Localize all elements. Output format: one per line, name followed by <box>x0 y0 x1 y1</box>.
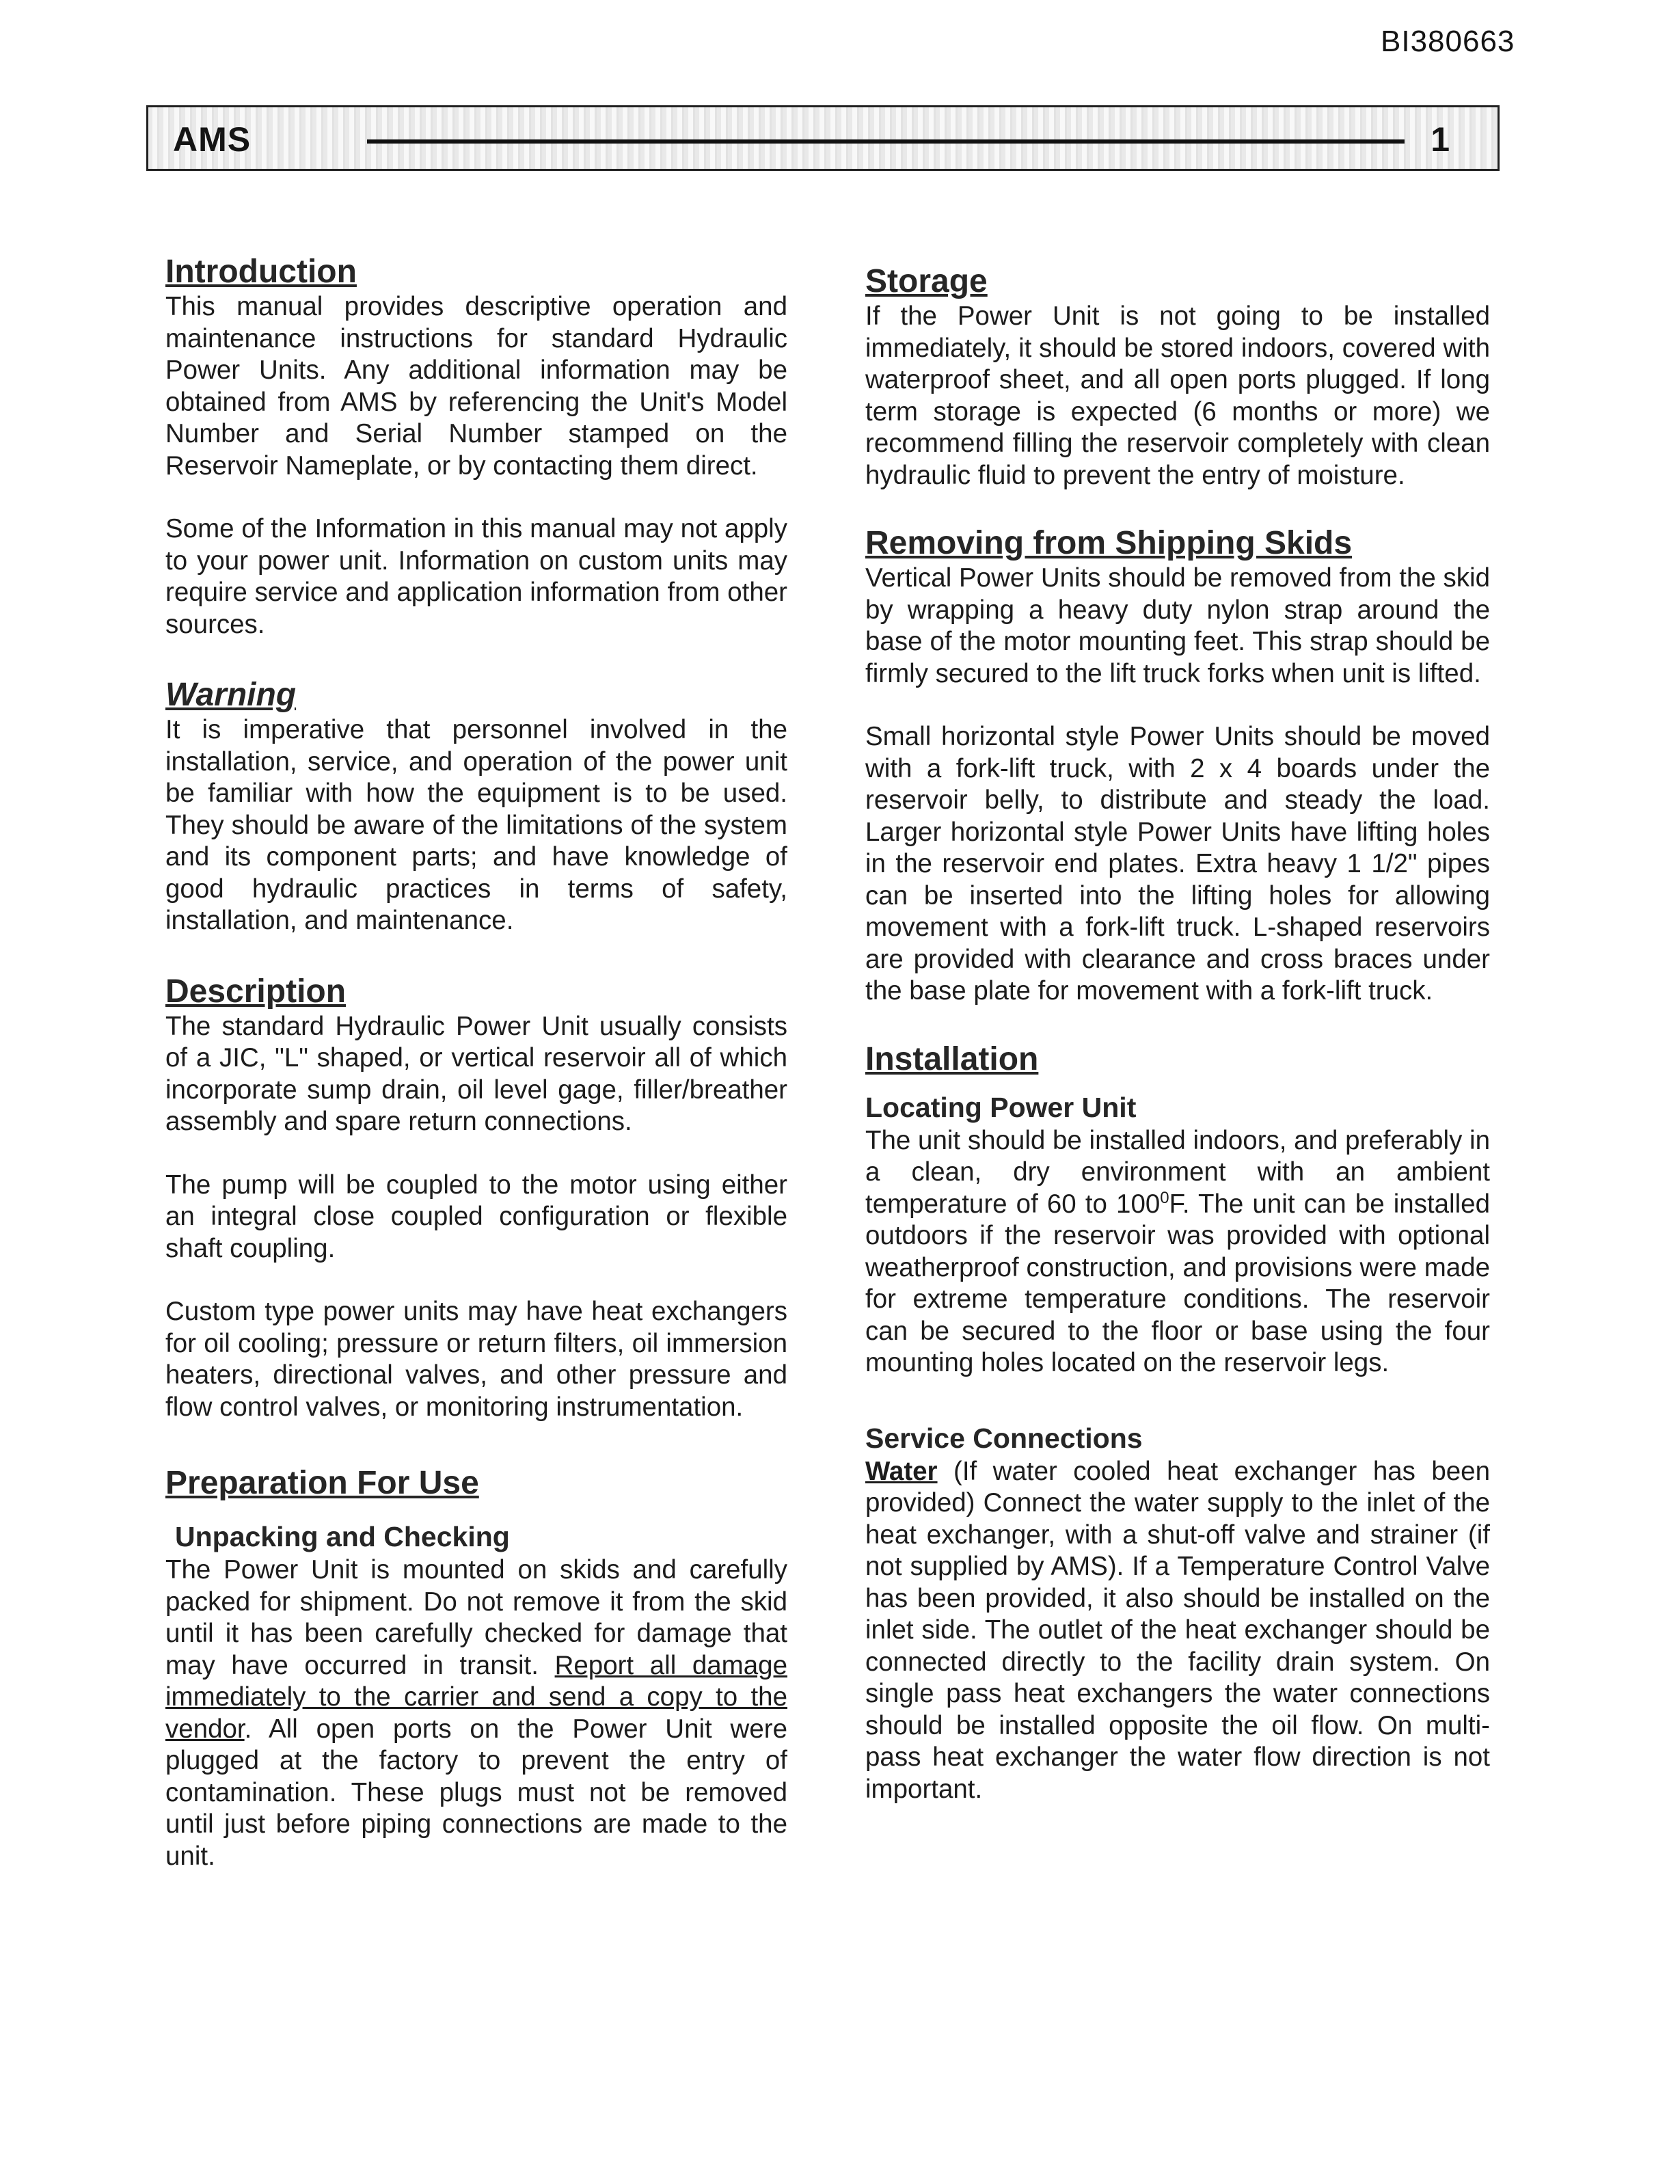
right-column <box>865 262 1490 1805</box>
removing-paragraph-2: Small horizontal style Power Units should be moved with a fork-lift truck, with 2 x 4 boards under the reservoir belly, to distribute and steady the load. Larger horizontal style Power Units have lifting holes in the reservoir end plates. Extra heavy 1 1/2" pipes can be inserted into the lifting holes for allowing movement with a fork-lift truck. L-shaped reservoirs are provided with clearance and cross braces under the base plate for movement with a fork-lift truck. <box>865 722 1490 1006</box>
header-rule <box>367 139 1405 144</box>
service-paragraph <box>865 1456 1490 1806</box>
document-id: BI380663 <box>1381 25 1515 58</box>
removing-paragraph-1: Vertical Power Units should be removed from the skid by wrapping a heavy duty nylon strap around the base of the motor mounting feet. This strap should be firmly secured to the lift truck forks when unit is lifted. <box>865 563 1490 688</box>
left-column <box>165 253 787 1872</box>
locating-subheading: Locating Power Unit <box>865 1091 1137 1123</box>
water-label: Water <box>865 1456 938 1486</box>
warning-heading: Warning <box>165 677 297 713</box>
description-paragraph-1: The standard Hydraulic Power Unit usually consists of a JIC, "L" shaped, or vertical reservoir all of which incorporate sump drain, oil level gage, filler/breather assembly and spare return connections. <box>165 1011 787 1136</box>
service-connections-subheading: Service Connections <box>865 1422 1143 1454</box>
page-number: 1 <box>1431 120 1450 159</box>
storage-paragraph: If the Power Unit is not going to be installed immediately, it should be stored indoors, covered with waterproof sheet, and all open ports plugged. If long term storage is expected (6 months or more) we recommend filling the reservoir completely with clean hydraulic fluid to prevent the entry of moisture. <box>865 301 1490 490</box>
degree-superscript: 0 <box>1160 1188 1169 1207</box>
storage-heading: Storage <box>865 263 988 299</box>
warning-paragraph: It is imperative that personnel involved in the installation, service, and operation of the power unit be familiar with how the equipment is to be used. They should be aware of the limitations of the system and its component parts; and have knowledge of good hydraulic practices in terms of safety, installation, and maintenance. <box>165 715 787 935</box>
locating-text-b: F. The unit can be installed outdoors if the reservoir was provided with optional weatherproof construction, and provisions were made for extreme temperature conditions. The reservoir can be secured to the floor or base using the four mounting holes located on the reservoir legs. <box>865 1189 1490 1377</box>
description-paragraph-2: The pump will be coupled to the motor using either an integral close coupled configuration or flexible shaft coupling. <box>165 1170 787 1263</box>
unpacking-underlined-text: Report all damage immediately to the carrier and send a copy to the vendor <box>165 1650 787 1744</box>
description-paragraph-3: Custom type power units may have heat exchangers for oil cooling; pressure or return filters, oil immersion heaters, directional valves, and other pressure and flow control valves, or monitoring instrumentation. <box>165 1297 787 1422</box>
unpacking-subheading: Unpacking and Checking <box>175 1521 510 1552</box>
introduction-paragraph-1: This manual provides descriptive operation and maintenance instructions for standard Hydraulic Power Units. Any additional information may be obtained from AMS by referencing the Unit's Model Number and Serial Number stamped on the Reservoir Nameplate, or by contacting them direct. <box>165 292 787 481</box>
preparation-heading: Preparation For Use <box>165 1465 479 1501</box>
introduction-heading: Introduction <box>165 254 357 290</box>
service-text: (If water cooled heat exchanger has been provided) Connect the water supply to the inlet of the heat exchanger, with a shut-off valve and strainer (if not supplied by AMS). If a Temperature Control Valve has been provided, it also should be installed on the inlet side. The outlet of the heat exchanger should be connected directly to the facility drain system. On single pass heat exchangers the water connections should be installed opposite the oil flow. On multi-pass heat exchanger the water flow direction is not important. <box>865 1456 1490 1804</box>
locating-paragraph <box>865 1125 1490 1379</box>
unpacking-text-a: The Power Unit is mounted on skids and carefully packed for shipment. Do not remove it from the skid until it has been carefully checked for damage that may have occurred in transit. <box>165 1555 787 1680</box>
installation-heading: Installation <box>865 1040 1039 1077</box>
locating-text-a: The unit should be installed indoors, and preferably in a clean, dry environment with an ambient temperature of 60 to 100 <box>865 1125 1490 1219</box>
ams-logo: AMS <box>173 120 252 159</box>
header-banner <box>146 105 1500 171</box>
unpacking-paragraph <box>165 1554 787 1872</box>
introduction-paragraph-2: Some of the Information in this manual may not apply to your power unit. Information on custom units may require service and application information from other sources. <box>165 514 787 639</box>
removing-heading: Removing from Shipping Skids <box>865 525 1353 561</box>
description-heading: Description <box>165 973 347 1010</box>
unpacking-text-b: . All open ports on the Power Unit were plugged at the factory to prevent the entry of contamination. These plugs must not be removed until just before piping connections are made to the unit. <box>165 1714 787 1871</box>
